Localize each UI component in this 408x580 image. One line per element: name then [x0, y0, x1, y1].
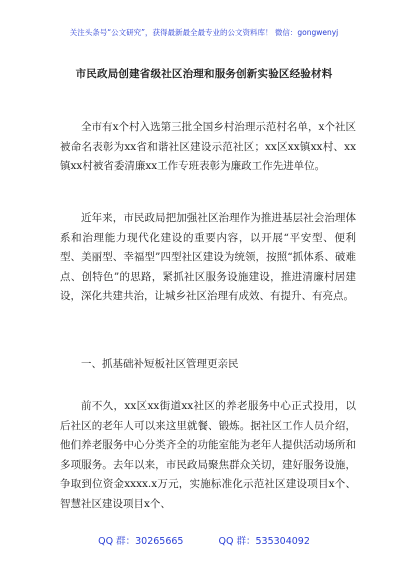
- footer-qq-left: QQ 群：30265665: [98, 536, 184, 547]
- header-notice: 关注头条号“公文研究”，获得最新最全最专业的公文资料库！ 微信：gongwenyj: [69, 28, 339, 37]
- footer-qq-right: QQ 群：535304092: [218, 536, 310, 547]
- section-heading-1: 一、抓基础补短板社区管理更亲民: [81, 358, 239, 370]
- footer-contacts: [0, 533, 408, 547]
- paragraph-1: 全市有x个村入选第三批全国乡村治理示范村名单，x个社区被命名表彰为xx省和谐社区建设示范社区；xx区xx镇xx村、xx镇xx村被省委清廉xx工作专班表彰为廉政工作先进单位。: [60, 121, 356, 172]
- paragraph-2: 近年来，市民政局把加强社区治理作为推进基层社会治理体系和治理能力现代化建设的重要内容，以开展“平安型、便利型、美丽型、幸福型”四型社区建设为统领，按照“抓体系、破难点、创特色”的思路，紧抓社区服务设施建设，推进清廉村居建设，深化共建共治，让城乡社区治理有成效、有提升、有亮点。: [60, 212, 356, 302]
- paragraph-3: 前不久，xx区xx街道xx社区的养老服务中心正式投用，以后社区的老年人可以来这里就餐、锻炼。据社区工作人员介绍，他们养老服务中心分类齐全的功能室能为老年人提供活动场所和多项服务。去年以来，市民政局聚焦群众关切，建好服务设施，争取到位资金xxxx.x万元，实施标准化示范社区建设项目x个、智慧社区建设项目x个、: [60, 400, 356, 510]
- document-title: 市民政局创建省级社区治理和服务创新实验区经验材料: [75, 68, 333, 80]
